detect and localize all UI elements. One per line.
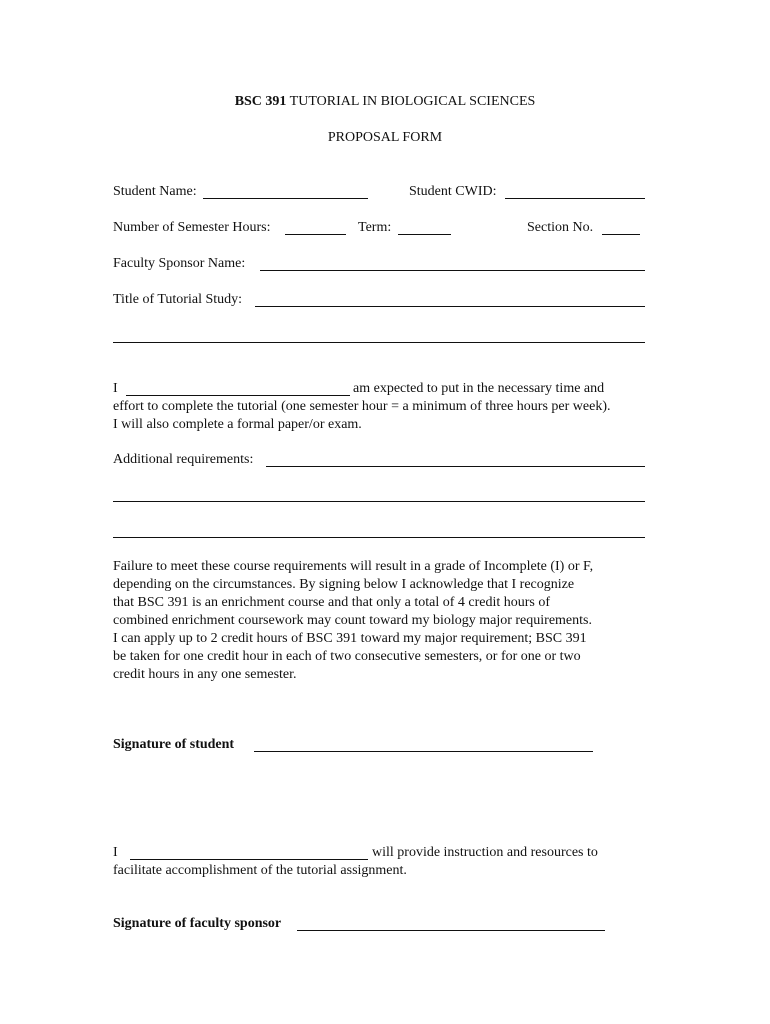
policy-line: Failure to meet these course requirements will result in a grade of Incomplete (I) or F, <box>113 559 594 574</box>
policy-line: credit hours in any one semester. <box>113 667 297 682</box>
faculty-sponsor-name-field[interactable] <box>260 270 645 271</box>
tutorial-title-field-continued[interactable] <box>113 342 645 343</box>
term-field[interactable] <box>398 234 451 235</box>
student-signature-field[interactable] <box>254 751 593 752</box>
tutorial-title-label: Title of Tutorial Study: <box>113 292 243 307</box>
policy-line: combined enrichment coursework may count toward my biology major requirements. <box>113 613 592 628</box>
additional-requirements-label: Additional requirements: <box>113 452 254 467</box>
additional-requirements-field-2[interactable] <box>113 501 645 502</box>
faculty-sponsor-name-label: Faculty Sponsor Name: <box>113 256 246 271</box>
student-statement-name-field[interactable] <box>126 395 350 396</box>
student-statement-line-1: am expected to put in the necessary time and <box>353 381 605 396</box>
semester-hours-field[interactable] <box>285 234 346 235</box>
section-no-field[interactable] <box>602 234 640 235</box>
additional-requirements-field[interactable] <box>266 466 645 467</box>
policy-line: depending on the circumstances. By signing below I acknowledge that I recognize <box>113 577 575 592</box>
additional-requirements-field-3[interactable] <box>113 537 645 538</box>
student-name-label: Student Name: <box>113 184 197 199</box>
term-label: Term: <box>358 220 392 235</box>
policy-paragraph <box>113 558 673 684</box>
form-heading <box>0 93 770 111</box>
form-name: PROPOSAL FORM <box>327 130 443 145</box>
tutorial-title-field[interactable] <box>255 306 645 307</box>
faculty-signature-label: Signature of faculty sponsor <box>113 916 282 931</box>
student-signature-label: Signature of student <box>113 737 235 752</box>
policy-line: be taken for one credit hour in each of two consecutive semesters, or for one or two <box>113 649 581 664</box>
course-code: BSC 391 <box>234 94 287 109</box>
sponsor-statement-line-2: facilitate accomplishment of the tutorial assignment. <box>113 863 407 878</box>
section-no-label: Section No. <box>527 220 594 235</box>
course-name: TUTORIAL IN BIOLOGICAL SCIENCES <box>289 94 536 109</box>
policy-line: I can apply up to 2 credit hours of BSC 391 toward my major requirement; BSC 391 <box>113 631 587 646</box>
policy-line: that BSC 391 is an enrichment course and that only a total of 4 credit hours of <box>113 595 551 610</box>
semester-hours-label: Number of Semester Hours: <box>113 220 271 235</box>
sponsor-statement-line-1: will provide instruction and resources to <box>372 845 598 860</box>
faculty-signature-field[interactable] <box>297 930 605 931</box>
student-statement-line-3: I will also complete a formal paper/or exam. <box>113 417 362 432</box>
sponsor-statement-name-field[interactable] <box>130 859 368 860</box>
student-statement-line-2: effort to complete the tutorial (one semester hour = a minimum of three hours per week). <box>113 399 611 414</box>
student-cwid-field[interactable] <box>505 198 645 199</box>
sponsor-statement-prefix: I <box>113 845 118 860</box>
student-name-field[interactable] <box>203 198 368 199</box>
student-cwid-label: Student CWID: <box>409 184 497 199</box>
student-statement-prefix: I <box>113 381 118 396</box>
